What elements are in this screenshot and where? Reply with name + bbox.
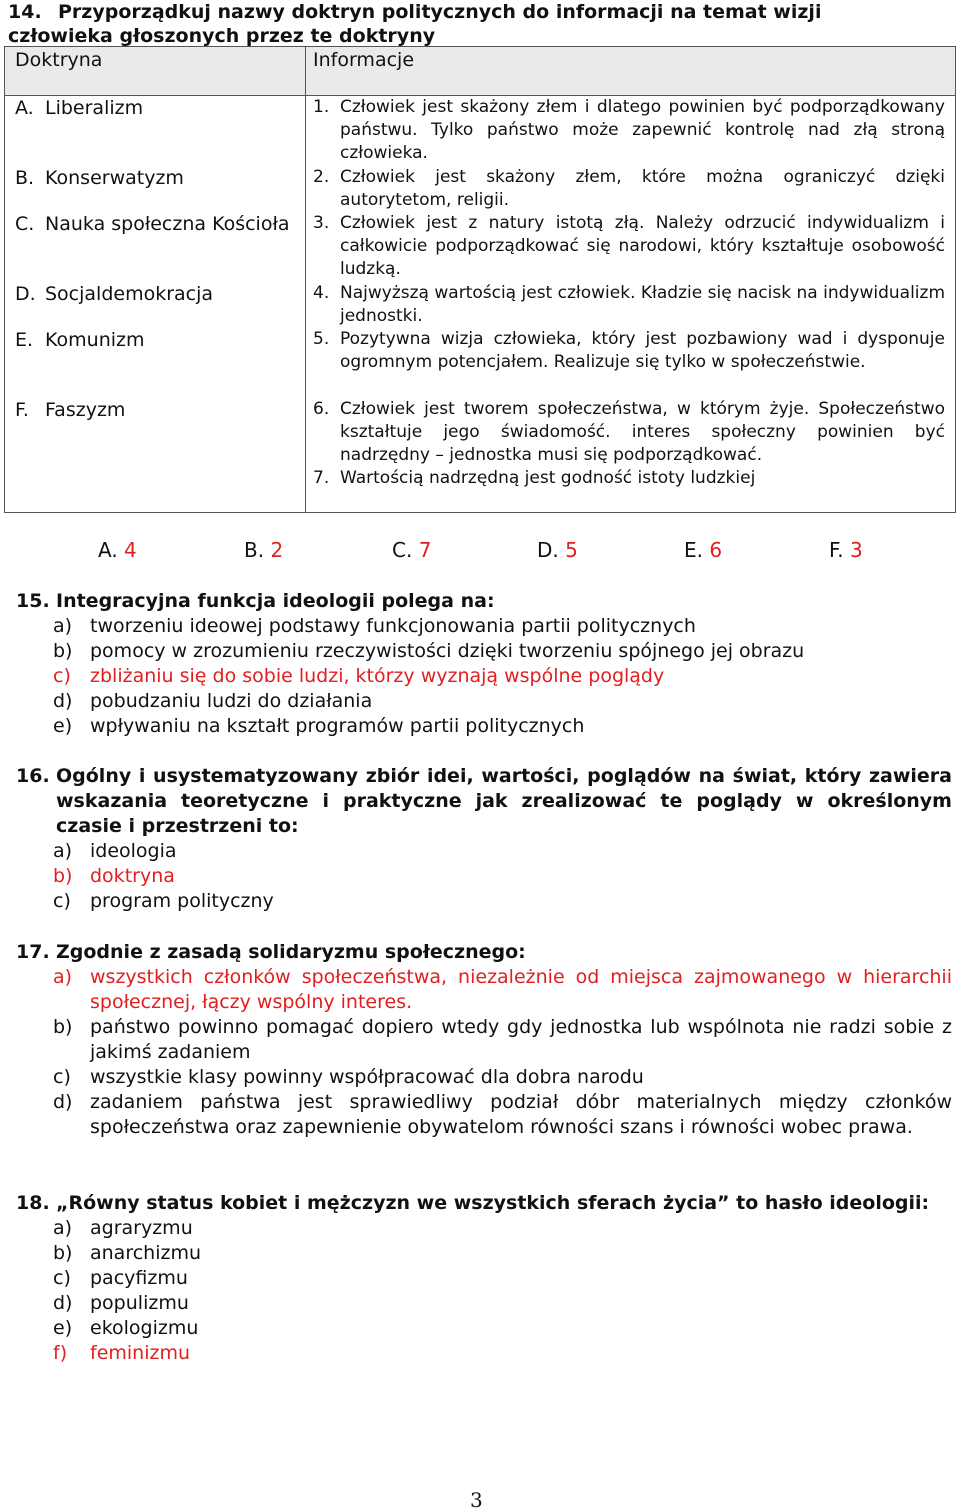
q18-option-f-correct: f) feminizmu (53, 1342, 191, 1364)
q18-question: „Równy status kobiet i mężczyzn we wszystkich sferach życia” to hasło ideologii: (56, 1192, 930, 1214)
q15-option-c-correct: c) zbliżaniu się do sobie ludzi, którzy wyznają wspólne poglądy (53, 665, 665, 687)
q17-number: 17. (16, 941, 50, 963)
q16-option-a: a) ideologia (53, 840, 177, 862)
table-row (5, 166, 956, 212)
q18-option-d: d) populizmu (53, 1292, 189, 1314)
info-2: 2. Człowiek jest skażony złem, które można ograniczyć dzięki autorytetom, religii. (313, 167, 945, 210)
q15-option-a: a) tworzeniu ideowej podstawy funkcjonowania partii politycznych (53, 615, 696, 637)
answer-b: B. 2 (244, 538, 284, 562)
q16-option-c: c) program polityczny (53, 890, 274, 912)
q14-title-line1: Przyporządkuj nazwy doktryn politycznych do informacji na temat wizji (58, 1, 822, 23)
header-doctrine: Doktryna (5, 47, 306, 96)
q15-question: Integracyjna funkcja ideologii polega na: (56, 590, 495, 612)
q15-option-d: d) pobudzaniu ludzi do działania (53, 690, 373, 712)
table-row (5, 328, 956, 398)
info-1: 1. Człowiek jest skażony złem i dlatego powinien być podporządkowany państwu. Tylko państwo może zapewnić kontrolę nad złą stroną człowieka. (313, 97, 945, 163)
doctrine-a: A. Liberalizm (15, 97, 144, 119)
q18 (16, 1191, 952, 1366)
doctrine-e: E. Komunizm (15, 329, 145, 351)
answer-e: E. 6 (684, 538, 723, 562)
info-3: 3. Człowiek jest z natury istotą złą. Należy odrzucić indywidualizm i całkowicie podporządkować się narodowi, który kształtuje osobowość ludzką. (313, 213, 945, 279)
q16-option-b-correct: b) doktryna (53, 865, 175, 887)
answer-a: A. 4 (98, 538, 137, 562)
matching-table (4, 46, 956, 513)
q14-title (8, 0, 952, 48)
table-row (5, 212, 956, 282)
answer-d: D. 5 (537, 538, 578, 562)
q18-option-b: b) anarchizmu (53, 1242, 202, 1264)
info-7: 7. Wartością nadrzędną jest godność istoty ludzkiej (313, 468, 756, 488)
q14-answers (0, 538, 960, 564)
q18-option-e: e) ekologizmu (53, 1317, 199, 1339)
q14-title-line2: człowieka głoszonych przez te doktryny (8, 25, 436, 47)
q18-number: 18. (16, 1192, 50, 1214)
q17-option-b: b) państwo powinno pomagać dopiero wtedy gdy jednostka lub wspólnota nie radzi sobie z jakimś zadaniem (53, 1016, 952, 1063)
q17-option-a-correct: a) wszystkich członków społeczeństwa, niezależnie od miejsca zajmowanego w hierarchii społecznej, łączy wspólny interes. (53, 966, 952, 1013)
q16-question: Ogólny i usystematyzowany zbiór idei, wartości, poglądów na świat, który zawiera wskazania teoretyczne i praktyczne jak zrealizować te poglądy w określonym czasie i przestrzeni to: (56, 765, 952, 837)
answer-f: F. 3 (829, 538, 863, 562)
q15-number: 15. (16, 590, 50, 612)
q15-option-e: e) wpływaniu na kształt programów partii politycznych (53, 715, 585, 737)
q16 (16, 764, 952, 914)
doctrine-c: C. Nauka społeczna Kościoła (15, 213, 290, 235)
q17-option-c: c) wszystkie klasy powinny współpracować dla dobra narodu (53, 1066, 644, 1088)
q15-option-b: b) pomocy w zrozumieniu rzeczywistości dzięki tworzeniu spójnego jej obrazu (53, 640, 805, 662)
info-5: 5. Pozytywna wizja człowieka, który jest pozbawiony wad i dysponuje ogromnym potencjałem. Realizuje się tylko w społeczeństwie. (313, 329, 945, 372)
q18-option-a: a) agraryzmu (53, 1217, 193, 1239)
table-row (5, 282, 956, 328)
q14-number: 14. (8, 1, 42, 23)
doctrine-f: F. Faszyzm (15, 399, 126, 421)
info-4: 4. Najwyższą wartością jest człowiek. Kładzie się nacisk na indywidualizm jednostki. (313, 283, 945, 326)
page-number: 3 (470, 1488, 483, 1512)
q17-question: Zgodnie z zasadą solidaryzmu społecznego: (56, 941, 526, 963)
q15 (16, 589, 952, 739)
info-6: 6. Człowiek jest tworem społeczeństwa, w którym żyje. Społeczeństwo kształtuje jego świadomość. interes społeczny powinien być nadrzędny – jednostka musi się podporządkować. (313, 399, 945, 465)
table-row (5, 398, 956, 513)
answer-c: C. 7 (392, 538, 432, 562)
header-info: Informacje (306, 47, 956, 96)
table-row (5, 96, 956, 167)
q16-number: 16. (16, 765, 50, 787)
doctrine-b: B. Konserwatyzm (15, 167, 184, 189)
q18-option-c: c) pacyfizmu (53, 1267, 188, 1289)
q17-option-d: d) zadaniem państwa jest sprawiedliwy podział dóbr materialnych między członków społeczeństwa oraz zapewnienie obywatelom równości szans i równości wobec prawa. (53, 1091, 952, 1138)
q17 (16, 940, 952, 1140)
doctrine-d: D. Socjaldemokracja (15, 283, 214, 305)
